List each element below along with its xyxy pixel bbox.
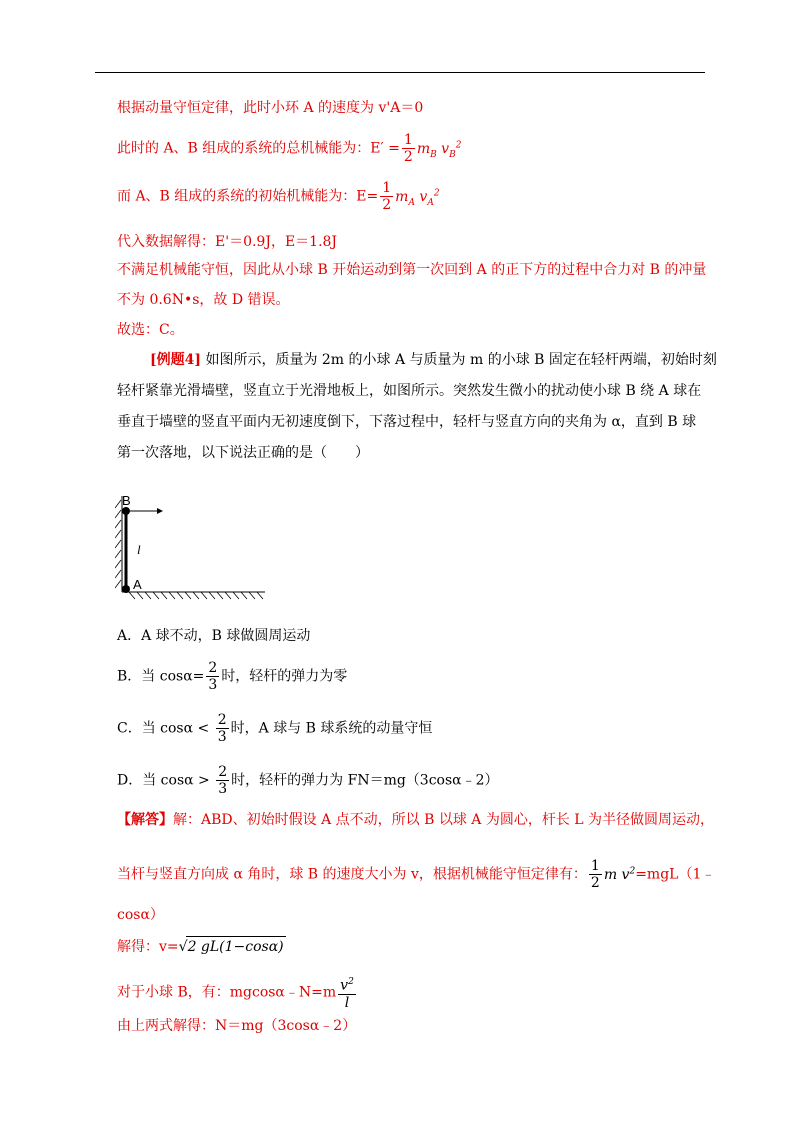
example-line-2: 轻杆紧靠光滑墙壁，竖直立于光滑地板上，如图所示。突然发生微小的扰动使小球 B 绕 A 球在 bbox=[117, 383, 702, 399]
label-a: A bbox=[133, 577, 142, 592]
option-c-suffix: 时，A 球与 B 球系统的动量守恒 bbox=[230, 720, 433, 737]
example-tag: [例题4] bbox=[150, 352, 201, 368]
arrow-head bbox=[157, 508, 163, 514]
solution-line-1: 根据动量守恒定律，此时小环 A 的速度为 v'A＝0 bbox=[117, 100, 424, 116]
label-b: B bbox=[122, 493, 131, 508]
option-d-prefix: D．当 cosα bbox=[117, 772, 194, 789]
wall-hatching bbox=[115, 500, 121, 588]
option-d: D．当 cosα > $\frac{2}{3}$ 时，轻杆的弹力为 FN＝mg（3cosα﹣2） bbox=[117, 764, 499, 797]
option-c-prefix: C．当 cosα bbox=[117, 720, 194, 737]
solution-line-2 bbox=[117, 132, 461, 165]
answer-text-5: 对于小球 B，有：mgcosα﹣N=m bbox=[117, 984, 337, 1001]
v2-over-l-fraction: $\frac{v^2}{l}$ bbox=[338, 974, 356, 1011]
rod-wall-figure bbox=[115, 478, 285, 608]
half-fraction: $\frac{1}{2}$ bbox=[590, 858, 600, 891]
ma-va-formula: $m_A$ $v_A^2$ bbox=[395, 187, 440, 208]
example-text-1: 如图所示，质量为 2m 的小球 A 与质量为 m 的小球 B 固定在轻杆两端，初始时刻 bbox=[205, 352, 717, 368]
example-line-3: 垂直于墙壁的竖直平面内无初速度倒下，下落过程中，轻杆与竖直方向的夹角为 α，直到 B 球 bbox=[117, 414, 697, 430]
option-b-prefix: B．当 cosα= bbox=[117, 668, 205, 685]
ball-b bbox=[122, 507, 130, 515]
two-thirds-fraction: $\frac{2}{3}$ bbox=[218, 764, 228, 797]
mv2-formula: m $v^2$ bbox=[603, 865, 636, 883]
header-rule bbox=[95, 72, 705, 73]
answer-line-5 bbox=[117, 974, 358, 1011]
answer-text-1: 解：ABD、初始时假设 A 点不动，所以 B 以球 A 为圆心，杆长 L 为半径做圆周运动， bbox=[173, 812, 715, 828]
answer-text-4: 解得：v= bbox=[117, 939, 179, 955]
answer-text-2-suffix: =mgL（1﹣ bbox=[635, 866, 716, 883]
option-a: A．A 球不动，B 球做圆周运动 bbox=[117, 628, 311, 644]
option-c: C．当 cosα < $\frac{2}{3}$ 时，A 球与 B 球系统的动量守恒 bbox=[117, 712, 433, 745]
solution-line-5: 不满足机械能守恒，因此从小球 B 开始运动到第一次回到 A 的正下方的过程中合力对 B 的冲量 bbox=[117, 262, 707, 278]
sqrt-formula: √2 gL(1−cosα) bbox=[179, 939, 286, 955]
answer-line-3: cosα） bbox=[117, 907, 164, 923]
solution-line-3 bbox=[117, 180, 440, 213]
half-fraction: $\frac{1}{2}$ bbox=[382, 180, 392, 213]
solution-line-7: 故选：C。 bbox=[117, 322, 184, 338]
option-b bbox=[117, 660, 347, 693]
mb-vb-formula: $m_B$ $v_B^2$ bbox=[416, 139, 462, 160]
answer-tag: 【解答】 bbox=[117, 812, 173, 828]
option-b-suffix: 时，轻杆的弹力为零 bbox=[221, 668, 348, 685]
ball-a bbox=[122, 585, 130, 593]
example-line-4: 第一次落地，以下说法正确的是（ ） bbox=[117, 445, 369, 461]
answer-text-2: 当杆与竖直方向成 α 角时，球 B 的速度大小为 v，根据机械能守恒定律有： bbox=[117, 866, 587, 883]
two-thirds-fraction: $\frac{2}{3}$ bbox=[217, 712, 227, 745]
answer-line-6: 由上两式解得：N＝mg（3cosα﹣2） bbox=[117, 1018, 357, 1034]
answer-line-4 bbox=[117, 936, 286, 957]
floor-hatching bbox=[129, 592, 263, 599]
answer-line-2 bbox=[117, 858, 715, 891]
label-l: l bbox=[137, 542, 141, 557]
option-d-suffix: 时，轻杆的弹力为 FN＝mg（3cosα﹣2） bbox=[231, 772, 499, 789]
solution-line-6: 不为 0.6N•s，故 D 错误。 bbox=[117, 292, 290, 308]
initial-energy-text: 而 A、B 组成的系统的初始机械能为：E= bbox=[117, 188, 379, 205]
solution-line-4: 代入数据解得：E'＝0.9J，E＝1.8J bbox=[117, 234, 338, 250]
answer-line-1 bbox=[117, 810, 714, 830]
total-energy-text: 此时的 A、B 组成的系统的总机械能为：E′ = bbox=[117, 140, 400, 157]
example-line-1 bbox=[150, 350, 717, 370]
two-thirds-fraction: $\frac{2}{3}$ bbox=[208, 660, 218, 693]
half-fraction: $\frac{1}{2}$ bbox=[403, 132, 413, 165]
